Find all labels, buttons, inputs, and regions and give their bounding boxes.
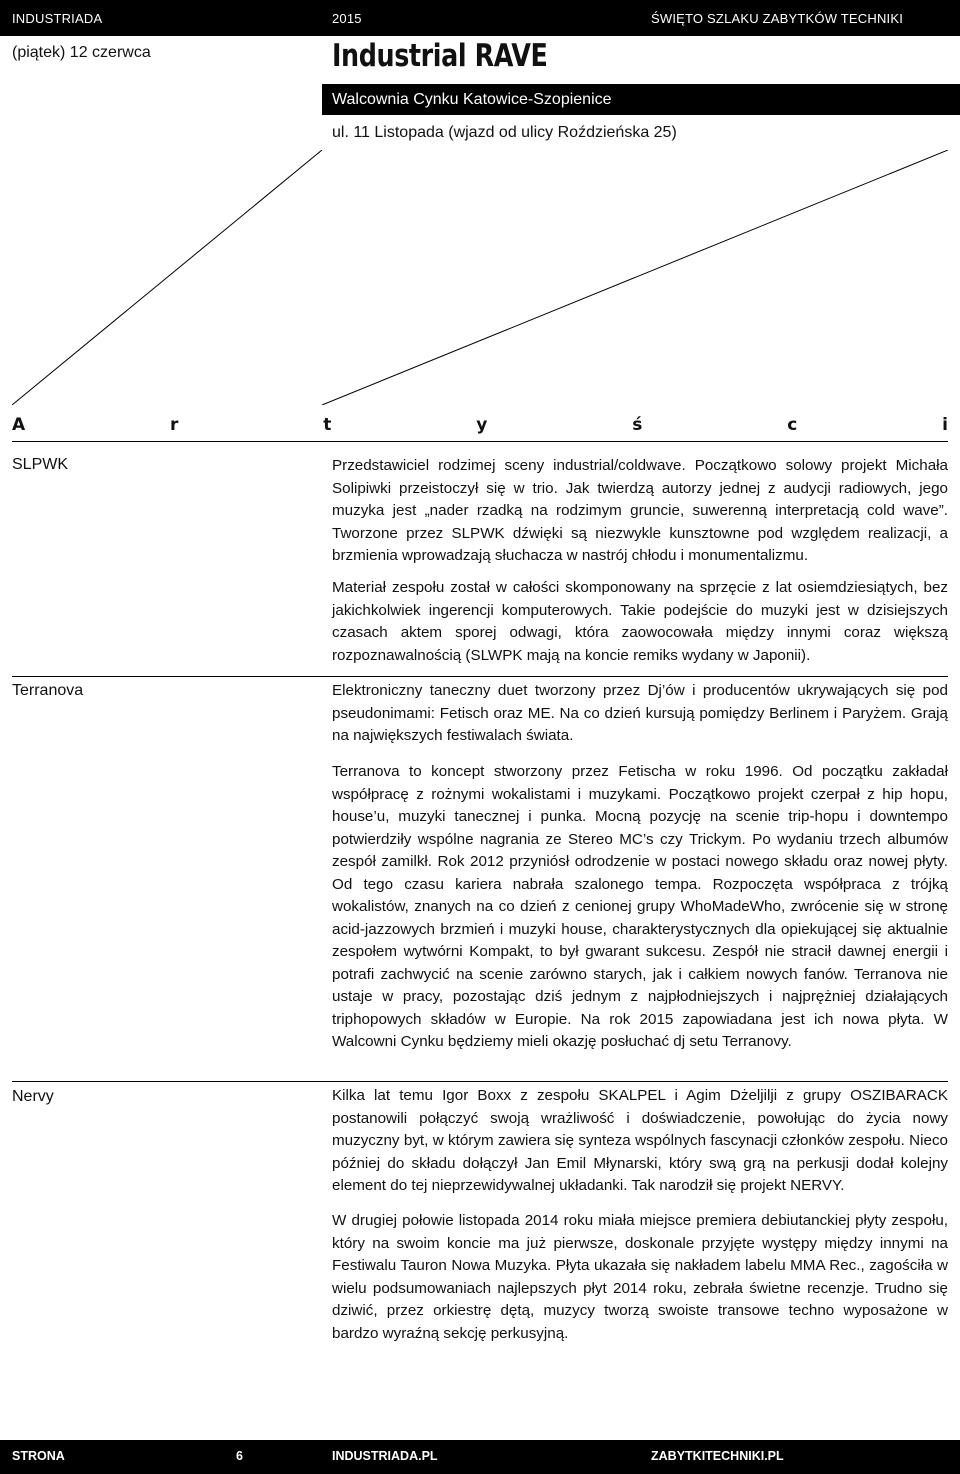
venue-address: ul. 11 Listopada (wjazd od ulicy Roździeńska 25)	[332, 124, 677, 141]
artist-paragraph: Kilka lat temu Igor Boxx z zespołu SKALPEL i Agim Dżeljilji z grupy OSZIBARACK postanowili połączyć swoją wrażliwość i doświadczenie, powołując do życia nowy muzyczny byt, w którym zawiera się synteza wspólnych fascynacji członków zespołu. Nieco później do składu dołączył Jan Emil Młynarski, który swą grą na perkusji dodał kolejny element do tej nieprzewidywalnej układanki. Tak narodził się projekt NERVY.	[332, 1087, 948, 1194]
footer-page-label: STRONA	[12, 1449, 65, 1463]
venue-bar	[322, 84, 960, 115]
header-tagline: ŚWIĘTO SZLAKU ZABYTKÓW TECHNIKI	[651, 11, 904, 26]
footer-page-number: 6	[236, 1449, 243, 1463]
heading-letter: ś	[632, 415, 643, 435]
artist-paragraph: Przedstawiciel rodzimej sceny industrial/coldwave. Początkowo solowy projekt Michała Solipiwki przeistoczył się w trio. Jak twierdzą autorzy jednej z audycji radiowych, jego muzyka jest „nader rzadką na rodzimym gruncie, suwerenną interpretacją cold wave”. Tworzone przez SLPWK dźwięki są niezwykle kunsztowne pod względem realizacji, a brzmienia wprowadzają słuchacza w nastrój chłodu i monumentalizmu.	[332, 457, 948, 564]
footer-bar	[0, 1440, 960, 1474]
heading-letter: r	[170, 415, 179, 435]
artist-name: Terranova	[12, 682, 84, 699]
heading-letter: c	[787, 415, 798, 435]
heading-letter: A	[12, 415, 26, 435]
event-date: (piątek) 12 czerwca	[12, 44, 151, 61]
divider	[12, 676, 948, 677]
venue-name: Walcownia Cynku Katowice-Szopienice	[332, 91, 612, 108]
event-title: Industrial RAVE	[332, 38, 548, 74]
placeholder-diagonal	[12, 150, 322, 405]
artist-name: Nervy	[12, 1088, 54, 1105]
artist-paragraph: Elektroniczny taneczny duet tworzony przez Dj’ów i producentów ukrywających się pod pseudonimami: Fetisch oraz ME. Na co dzień kursują pomiędzy Berlinem i Paryżem. Grają na największych festiwalach świata.	[332, 682, 948, 744]
heading-letter: t	[323, 415, 332, 435]
header-brand: INDUSTRIADA	[12, 11, 103, 26]
heading-letter: y	[476, 415, 488, 435]
footer-link-zabytkitechniki[interactable]: ZABYTKITECHNIKI.PL	[651, 1449, 784, 1463]
artist-paragraph: Terranova to koncept stworzony przez Fetischa w roku 1996. Od początku zakładał współpracę z rożnymi wokalistami i muzykami. Początkowo projekt czerpał z hip hopu, house’u, muzyki tanecznej i punka. Mocną pozycję na scenie trip-hopu i downtempo potwierdziły wspólne nagrania ze Stereo MC’s czy Trickym. Po wydaniu trzech albumów zespół zamilkł. Rok 2012 przyniósł odrodzenie w postaci nowego składu oraz nowej płyty. Od tego czasu kariera nabrała szalonego tempa. Rozpoczęta współpraca z trójką wokalistów, znanych na co dzień z cenionej grupy WhoMadeWho, zwrócenie się w stronę acid-jazzowych brzmień i muzyki house, charakterystycznych dla opiekującej się aktualnie zespołem wytwórni Kompakt, to był gwarant sukcesu. Zespół nie stracił dawnej energii i potrafi zachwycić na scenie zarówno starych, jak i całkiem nowych fanów. Terranova nie ustaje w pracy, pozostając dziś jednym z najpłodniejszych i najprężniej działających triphopowych składów w Europie. Na rok 2015 zapowiadana jest ich nowa płyta. W Walcowni Cynku będziemy mieli okazję posłuchać dj setu Terranovy.	[332, 763, 948, 1050]
artist-paragraph: W drugiej połowie listopada 2014 roku miała miejsce premiera debiutanckiej płyty zespołu, który na swoim koncie ma już pierwsze, doskonale przyjęte występy między innymi na Festiwalu Tauron Nowa Muzyka. Płyta ukazała się nakładem labelu MMA Rec., zagościła w wielu podsumowaniach najlepszych płyt 2014 roku, zebrała świetne recenzje. Trudno się dziwić, przez orkiestrę dętą, muzycy tworzą swoiste transowe techno wyposażone w bardzo wyraźną sekcję perkusyjną.	[332, 1212, 948, 1342]
divider	[12, 441, 948, 442]
artist-paragraph: Materiał zespołu został w całości skomponowany na sprzęcie z lat osiemdziesiątych, bez jakichkolwiek ingerencji komputerowych. Takie podejście do muzyki jest w dzisiejszych czasach aktem sporej odwagi, która zaowocowała między innymi coraz większą rozpoznawalnością (SLWPK mają na koncie remiks wydany w Japonii).	[332, 579, 948, 664]
divider	[12, 1081, 948, 1082]
header-year: 2015	[332, 11, 362, 26]
placeholder-diagonal	[322, 150, 948, 405]
top-bar	[0, 0, 960, 36]
artist-name: SLPWK	[12, 456, 69, 473]
section-heading-artists	[12, 415, 948, 437]
image-placeholder	[12, 150, 948, 405]
heading-letter: i	[942, 415, 948, 435]
footer-link-industriada[interactable]: INDUSTRIADA.PL	[332, 1449, 438, 1463]
